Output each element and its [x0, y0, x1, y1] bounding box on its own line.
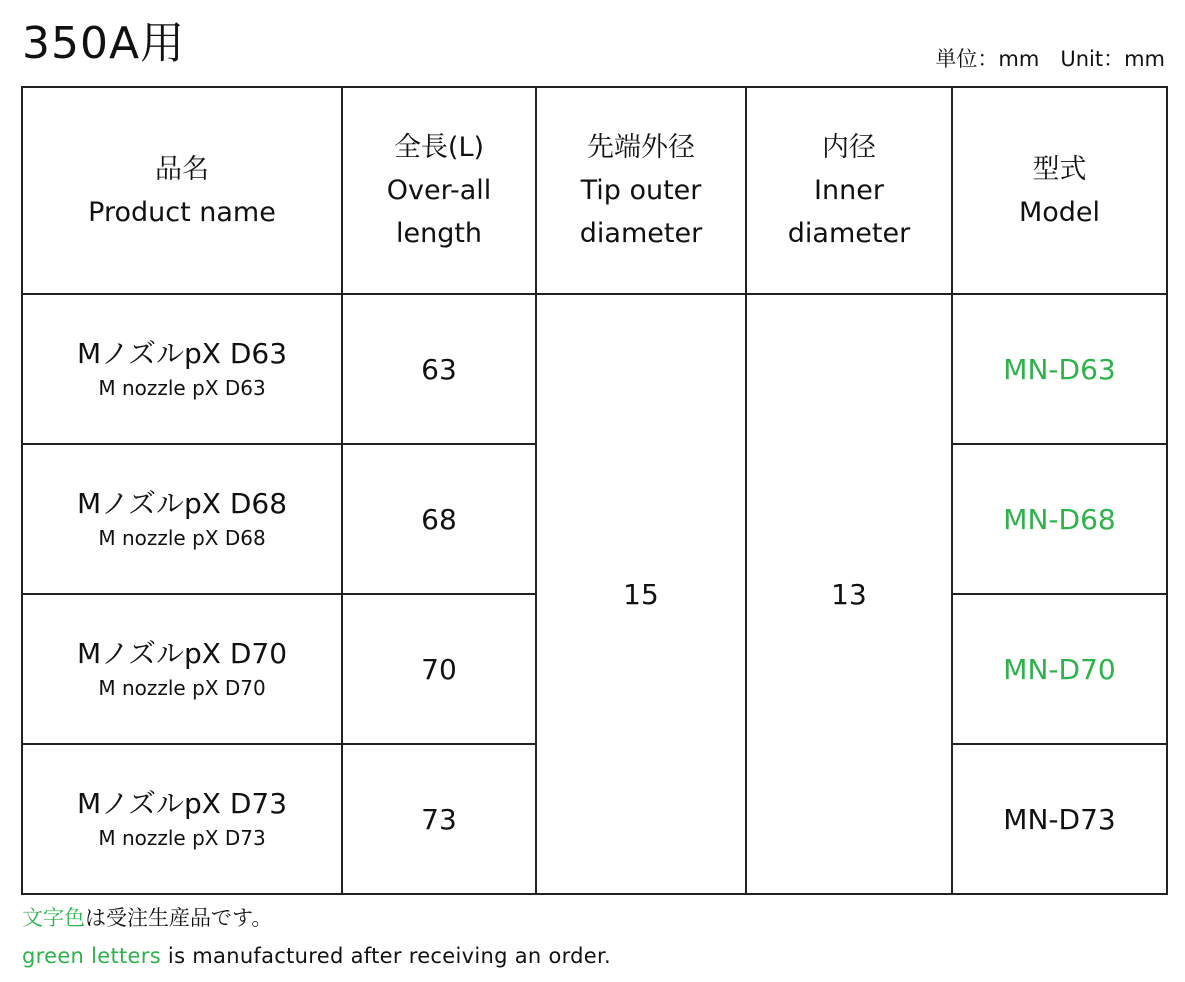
- overall-length-cell: 68: [342, 444, 536, 594]
- header-product-name-en: Product name: [88, 196, 276, 228]
- page-title: 350A用: [22, 18, 186, 69]
- overall-length-cell: 63: [342, 294, 536, 444]
- product-name-cell: [22, 294, 342, 444]
- product-name-en: M nozzle pX D73: [98, 826, 266, 850]
- header-tip-outer-diameter-en-1: Tip outer: [580, 175, 702, 206]
- header-tip-outer-diameter: [536, 87, 746, 294]
- inner-diameter-cell: 13: [746, 294, 952, 894]
- overall-length-cell: 70: [342, 594, 536, 744]
- model-cell: MN-D70: [952, 594, 1167, 744]
- product-name-ja: MノズルpX D68: [76, 487, 288, 520]
- header-overall-length-en-1: Over-all: [386, 175, 492, 206]
- model-cell: MN-D73: [952, 744, 1167, 894]
- header-product-name-ja: 品名: [155, 153, 209, 185]
- model-cell: MN-D68: [952, 444, 1167, 594]
- product-name-en: M nozzle pX D70: [98, 676, 266, 700]
- note-ja-rest: は受注生産品です。: [85, 906, 273, 930]
- unit-label: 単位：mm Unit：mm: [935, 47, 1165, 71]
- made-to-order-note-en: [22, 940, 611, 972]
- header-model-ja: 型式: [1032, 153, 1087, 185]
- header-model: [952, 87, 1167, 294]
- note-en-rest: is manufactured after receiving an order.: [160, 944, 611, 968]
- product-name-en: M nozzle pX D63: [98, 376, 266, 400]
- header-tip-outer-diameter-en-2: diameter: [579, 218, 703, 249]
- made-to-order-note-ja: [22, 902, 272, 934]
- product-name-en: M nozzle pX D68: [98, 526, 266, 550]
- tip-outer-diameter-cell: 15: [536, 294, 746, 894]
- product-name-cell: [22, 594, 342, 744]
- product-name-cell: [22, 744, 342, 894]
- header-tip-outer-diameter-ja: 先端外径: [587, 132, 695, 163]
- table-row: [22, 294, 1167, 444]
- header-product-name: [22, 87, 342, 294]
- header-model-en: Model: [1018, 196, 1101, 228]
- product-name-ja: MノズルpX D73: [76, 787, 288, 820]
- spec-table: [21, 86, 1168, 895]
- note-ja-highlight: 文字色: [22, 906, 85, 930]
- header-inner-diameter: [746, 87, 952, 294]
- product-name-ja: MノズルpX D70: [76, 637, 288, 670]
- header-overall-length: [342, 87, 536, 294]
- header-inner-diameter-en-2: diameter: [787, 218, 911, 249]
- product-name-ja: MノズルpX D63: [76, 337, 288, 370]
- header-inner-diameter-ja: 内径: [822, 132, 876, 163]
- product-name-cell: [22, 444, 342, 594]
- table-header-row: [22, 87, 1167, 294]
- header-inner-diameter-en-1: Inner: [814, 175, 884, 206]
- model-cell: MN-D63: [952, 294, 1167, 444]
- header-overall-length-ja: 全長(L): [393, 132, 485, 163]
- overall-length-cell: 73: [342, 744, 536, 894]
- header-overall-length-en-2: length: [395, 218, 483, 249]
- note-en-highlight: green letters: [22, 944, 161, 968]
